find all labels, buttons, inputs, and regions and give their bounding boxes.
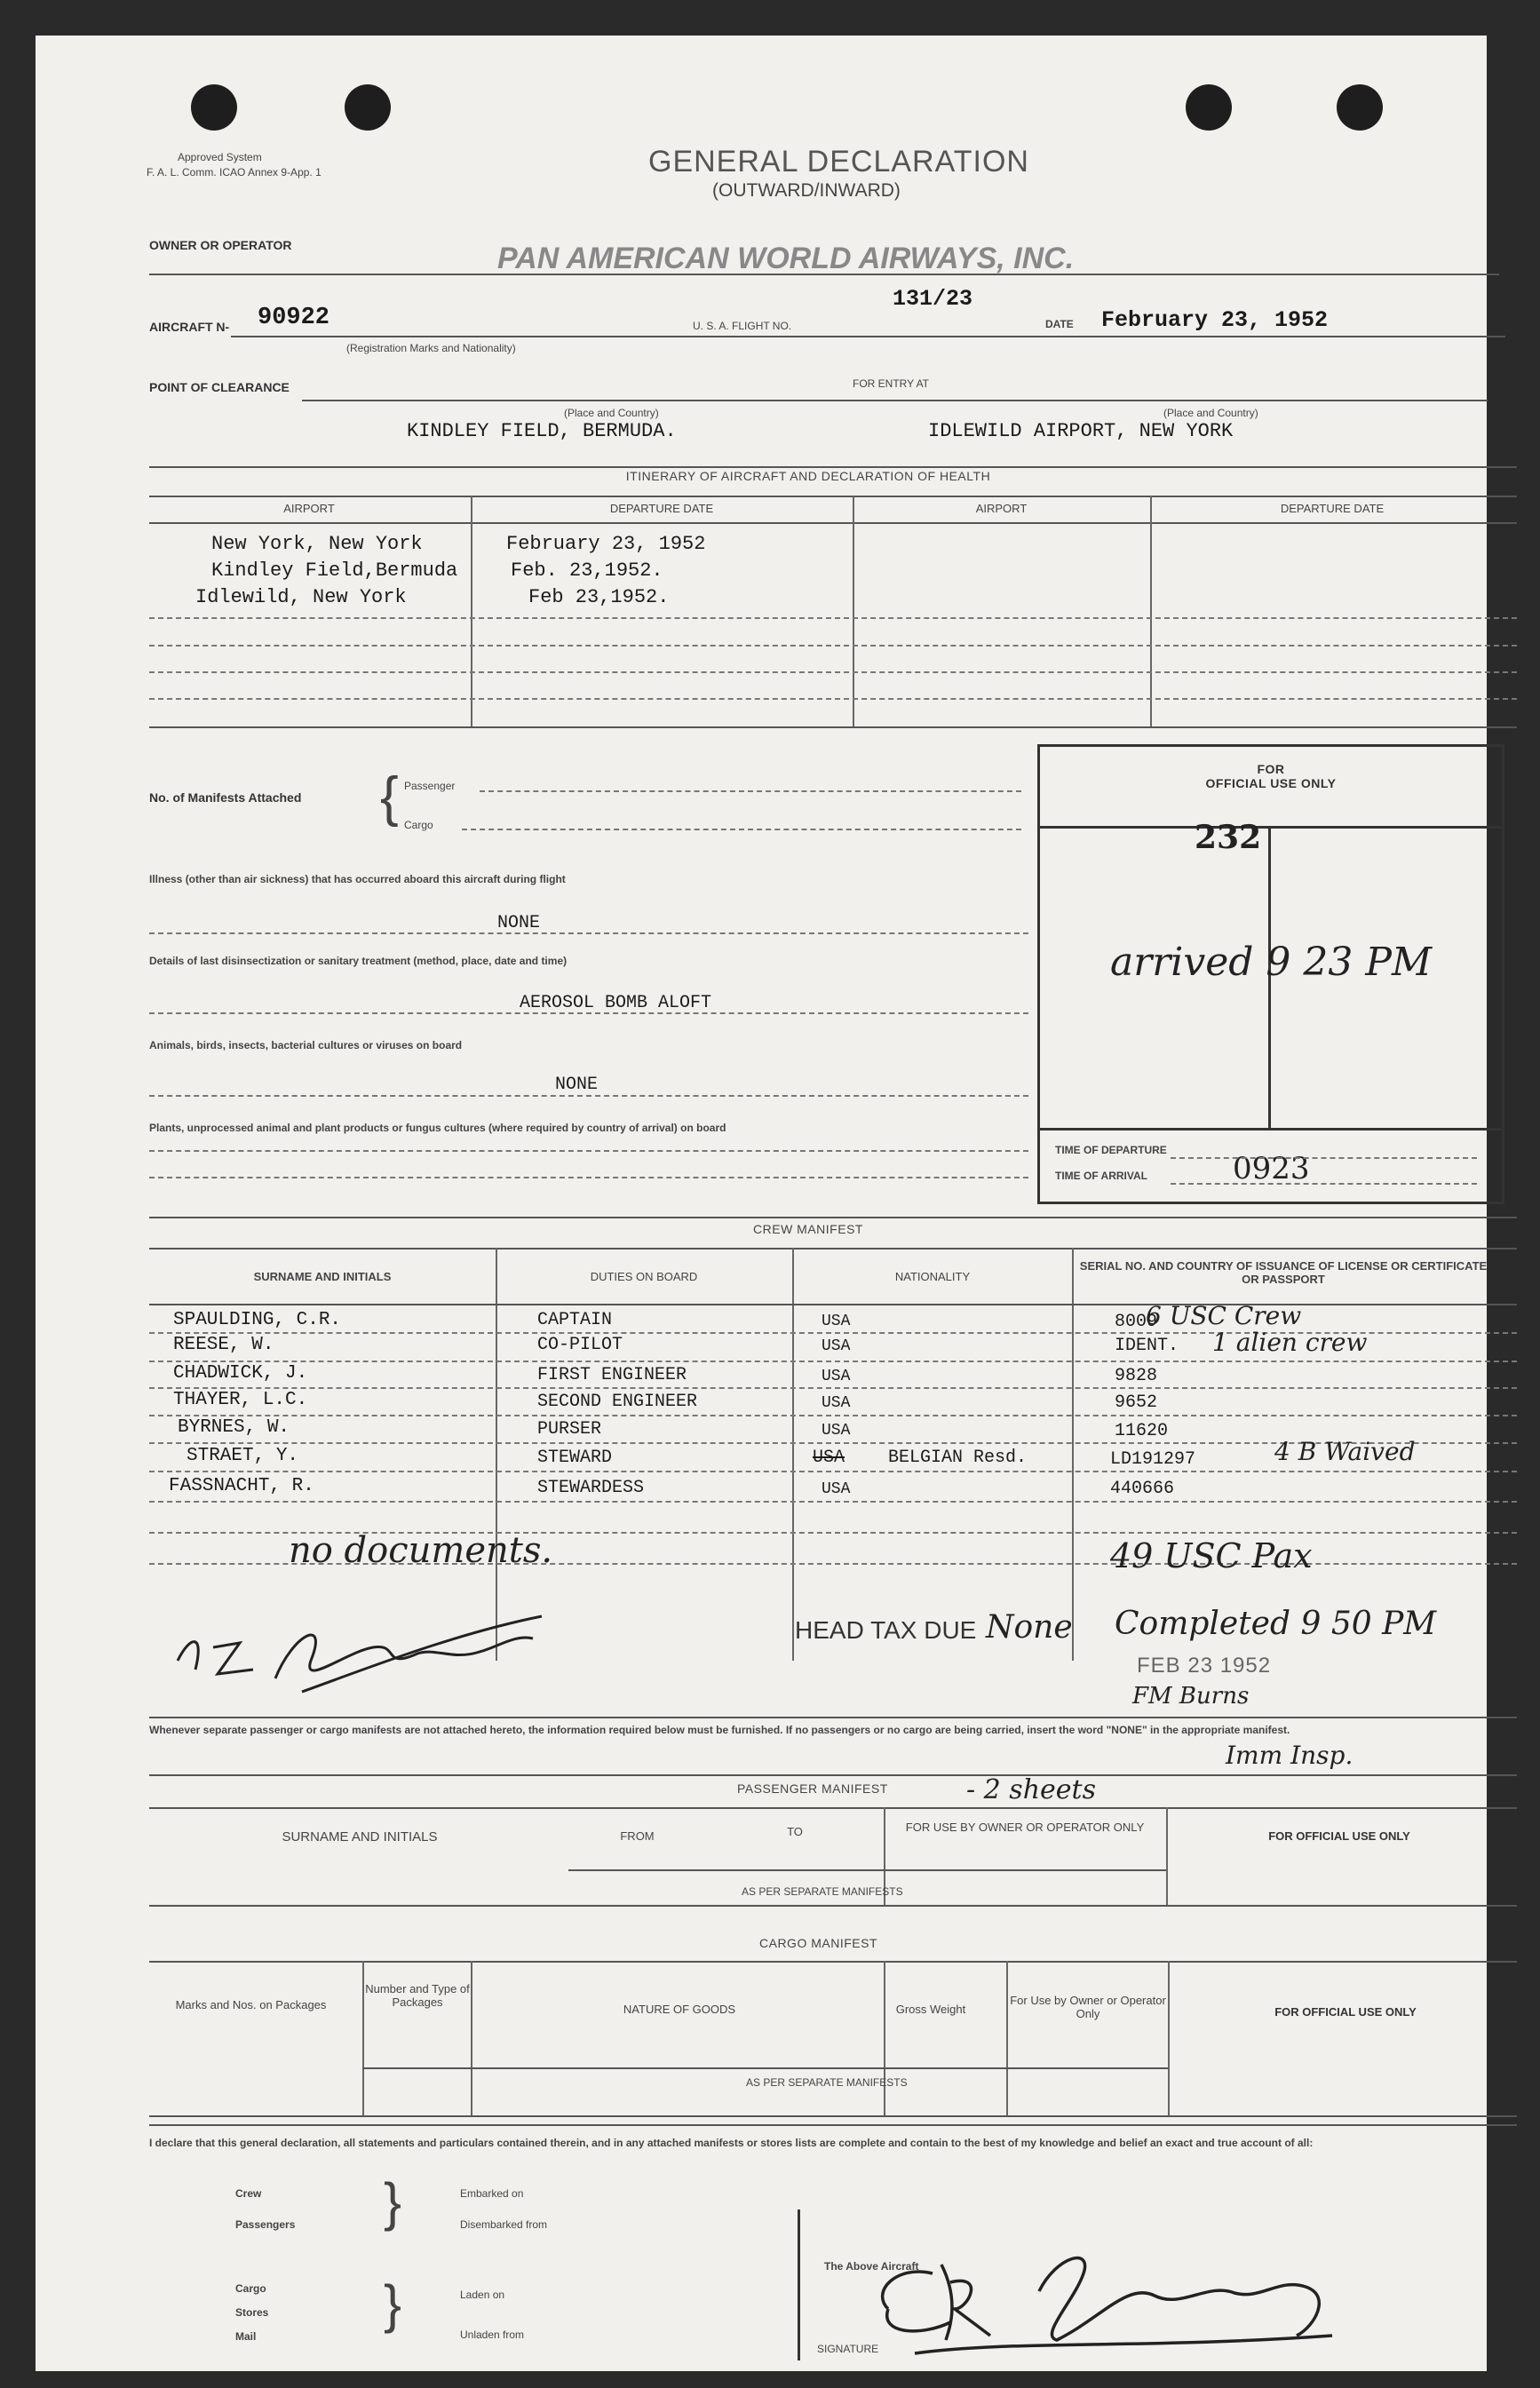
approved-system-line2: F. A. L. Comm. ICAO Annex 9-App. 1 xyxy=(147,166,321,179)
itinerary-row: Idlewild, New York xyxy=(195,586,407,608)
crew-col-duties: DUTIES ON BOARD xyxy=(590,1270,698,1283)
laden-label: Laden on xyxy=(460,2289,505,2301)
brace-icon: } xyxy=(384,2274,402,2334)
cargo-col-owner: For Use by Owner or Operator Only xyxy=(1010,1994,1166,2020)
crew-row-serial: LD191297 xyxy=(1110,1449,1196,1470)
passenger-manifest-header: PASSENGER MANIFEST xyxy=(737,1781,888,1796)
crew-row-duty: FIRST ENGINEER xyxy=(537,1365,687,1385)
crew-col-nationality: NATIONALITY xyxy=(894,1270,971,1283)
itinerary-col-date-2: DEPARTURE DATE xyxy=(1280,502,1385,515)
crew-row-duty: PURSER xyxy=(537,1419,602,1440)
inspector-initials: FM Burns xyxy=(1132,1683,1250,1710)
date-value: February 23, 1952 xyxy=(1101,307,1329,333)
brace-icon: { xyxy=(380,766,399,828)
passenger-col-surname: SURNAME AND INITIALS xyxy=(282,1829,438,1845)
declaration-text: I declare that this general declaration, all statements and particulars contained therein, and in any attached manifests or stores lists are complete and contain to the best of my knowledge and belief an exact and true account of all: xyxy=(149,2137,1314,2149)
captain-signature xyxy=(835,2238,1385,2362)
passenger-col-to: TO xyxy=(787,1825,803,1838)
crew-row-nationality: USA xyxy=(822,1313,851,1330)
passenger-separate-manifests: AS PER SEPARATE MANIFESTS xyxy=(742,1885,903,1898)
animals-label: Animals, birds, insects, bacterial cultures or viruses on board xyxy=(149,1039,463,1051)
for-entry-label: FOR ENTRY AT xyxy=(853,377,930,390)
flight-label: U. S. A. FLIGHT NO. xyxy=(693,320,792,332)
departure-time-label: TIME OF DEPARTURE xyxy=(1055,1144,1167,1156)
crew-row-nationality: USA xyxy=(822,1480,851,1498)
crew-row-name: THAYER, L.C. xyxy=(173,1390,308,1410)
aircraft-label: AIRCRAFT N- xyxy=(149,320,230,334)
completion-annotation: Completed 9 50 PM xyxy=(1115,1606,1437,1642)
document-page xyxy=(36,36,1487,2371)
date-stamp: FEB 23 1952 xyxy=(1137,1654,1272,1678)
disinsectization-label: Details of last disinsectization or sanitary treatment (method, place, date and time) xyxy=(149,955,568,967)
punch-hole xyxy=(1186,84,1232,131)
passenger-label: Passenger xyxy=(404,780,456,792)
manifest-instruction: Whenever separate passenger or cargo manifests are not attached hereto, the information required below must be furnished. If no passengers or no cargo are being carried, insert the word "NONE" in the appropriate manifest. xyxy=(149,1724,1290,1736)
head-tax-value: None xyxy=(986,1609,1073,1646)
passenger-col-official: FOR OFFICIAL USE ONLY xyxy=(1268,1829,1410,1843)
illness-value: NONE xyxy=(497,913,541,933)
crew-row-serial: 11620 xyxy=(1115,1421,1169,1441)
itinerary-row-date: February 23, 1952 xyxy=(506,533,706,555)
unladen-label: Unladen from xyxy=(460,2328,525,2341)
crew-row-serial: 440666 xyxy=(1110,1479,1175,1499)
crew-label: Crew xyxy=(235,2187,262,2200)
airline-name: PAN AMERICAN WORLD AIRWAYS, INC. xyxy=(497,242,1075,275)
crew-annotation-5: 49 USC Pax xyxy=(1110,1536,1313,1575)
crew-row-name: FASSNACHT, R. xyxy=(169,1476,314,1496)
point-of-clearance-label: POINT OF CLEARANCE xyxy=(149,380,290,394)
inspector-note: Imm Insp. xyxy=(1226,1741,1353,1770)
disinsectization-value: AEROSOL BOMB ALOFT xyxy=(520,993,712,1013)
cargo-separate-manifests: AS PER SEPARATE MANIFESTS xyxy=(746,2076,908,2089)
cargo-label: Cargo xyxy=(404,819,433,831)
passenger-col-from: FROM xyxy=(620,1829,655,1843)
crew-row-name: REESE, W. xyxy=(173,1335,274,1355)
crew-row-nationality: USA xyxy=(822,1368,851,1385)
arrival-time-value: 0923 xyxy=(1233,1151,1310,1186)
crew-row-name: SPAULDING, C.R. xyxy=(173,1310,342,1330)
entry-value: IDLEWILD AIRPORT, NEW YORK xyxy=(928,420,1234,442)
registration-caption: (Registration Marks and Nationality) xyxy=(346,342,516,354)
arrival-time-label: TIME OF ARRIVAL xyxy=(1055,1170,1147,1182)
cargo-label-2: Cargo xyxy=(235,2282,266,2295)
crew-manifest-header: CREW MANIFEST xyxy=(753,1222,863,1236)
itinerary-header: ITINERARY OF AIRCRAFT AND DECLARATION OF HEALTH xyxy=(625,469,991,483)
crew-annotation-2: 1 alien crew xyxy=(1212,1328,1368,1357)
head-tax-label: HEAD TAX DUE xyxy=(795,1616,977,1644)
cargo-manifest-header: CARGO MANIFEST xyxy=(759,1936,878,1950)
crew-col-surname: SURNAME AND INITIALS xyxy=(253,1270,392,1283)
crew-annotation-4: no documents. xyxy=(289,1530,553,1571)
flight-number: 131/23 xyxy=(893,286,973,312)
cargo-col-official: FOR OFFICIAL USE ONLY xyxy=(1274,2005,1417,2019)
document-subtitle: (OUTWARD/INWARD) xyxy=(712,180,901,201)
stores-label: Stores xyxy=(235,2306,269,2319)
cargo-col-marks: Marks and Nos. on Packages xyxy=(175,1998,327,2011)
crew-row-nationality: USA xyxy=(813,1448,845,1468)
embarked-label: Embarked on xyxy=(460,2187,524,2200)
clearance-value: KINDLEY FIELD, BERMUDA. xyxy=(407,420,677,442)
crew-row-serial: 9652 xyxy=(1115,1392,1158,1413)
arrival-annotation: arrived 9 23 PM xyxy=(1110,940,1433,985)
date-label: DATE xyxy=(1045,318,1074,330)
crew-row-nationality: USA xyxy=(822,1337,851,1355)
itinerary-row: Kindley Field,Bermuda xyxy=(211,559,458,582)
brace-icon: } xyxy=(384,2172,402,2232)
animals-value: NONE xyxy=(555,1075,599,1095)
cargo-col-nature: NATURE OF GOODS xyxy=(623,2003,736,2016)
document-title: GENERAL DECLARATION xyxy=(648,145,1029,179)
manifests-attached-label: No. of Manifests Attached xyxy=(149,790,302,805)
illness-label: Illness (other than air sickness) that has occurred aboard this aircraft during flight xyxy=(149,873,566,885)
itinerary-row-date: Feb. 23,1952. xyxy=(511,559,663,582)
cargo-col-number: Number and Type of Packages xyxy=(365,1982,470,2009)
cargo-col-weight: Gross Weight xyxy=(895,2003,966,2016)
place-country-caption-2: (Place and Country) xyxy=(1163,407,1258,419)
official-use-title: FOR OFFICIAL USE ONLY xyxy=(1205,762,1337,790)
itinerary-col-airport-2: AIRPORT xyxy=(975,502,1028,515)
officer-signature xyxy=(169,1599,631,1696)
crew-row-serial: 8009 xyxy=(1115,1312,1158,1332)
crew-row-nationality: USA xyxy=(822,1394,851,1412)
crew-row-nationality: USA xyxy=(822,1422,851,1440)
plants-label: Plants, unprocessed animal and plant products or fungus cultures (where required by country of arrival) on board xyxy=(149,1122,726,1134)
crew-row-duty: SECOND ENGINEER xyxy=(537,1392,698,1412)
crew-row-serial: 9828 xyxy=(1115,1366,1158,1386)
crew-annotation-1: 6 USC Crew xyxy=(1146,1301,1302,1330)
crew-row-duty: CO-PILOT xyxy=(537,1335,623,1355)
crew-row-duty: STEWARD xyxy=(537,1448,613,1468)
crew-row-name: STRAET, Y. xyxy=(187,1446,299,1466)
crew-col-serial: SERIAL NO. AND COUNTRY OF ISSUANCE OF LICENSE OR CERTIFICATE OR PASSPORT xyxy=(1079,1259,1488,1286)
crew-row-nationality-2: BELGIAN Resd. xyxy=(888,1448,1028,1468)
approved-system-line1: Approved System xyxy=(178,151,262,163)
crew-row-name: CHADWICK, J. xyxy=(173,1363,308,1384)
crew-row-serial: IDENT. xyxy=(1115,1336,1179,1356)
passengers-label: Passengers xyxy=(235,2218,296,2231)
punch-hole xyxy=(191,84,237,131)
owner-operator-label: OWNER OR OPERATOR xyxy=(149,238,292,252)
punch-hole xyxy=(1337,84,1383,131)
crew-annotation-3: 4 B Waived xyxy=(1274,1437,1416,1466)
crew-row-duty: CAPTAIN xyxy=(537,1310,613,1330)
itinerary-row-date: Feb 23,1952. xyxy=(528,586,670,608)
official-stamp-number: 232 xyxy=(1195,819,1262,856)
punch-hole xyxy=(345,84,391,131)
above-aircraft-label: The Above Aircraft xyxy=(824,2260,919,2273)
signature-label: SIGNATURE xyxy=(817,2343,879,2355)
itinerary-col-airport: AIRPORT xyxy=(283,502,335,515)
crew-row-name: BYRNES, W. xyxy=(178,1417,290,1438)
mail-label: Mail xyxy=(235,2330,257,2343)
aircraft-value: 90922 xyxy=(258,305,330,331)
crew-row-duty: STEWARDESS xyxy=(537,1478,645,1498)
passenger-col-owner: FOR USE BY OWNER OR OPERATOR ONLY xyxy=(905,1821,1145,1834)
itinerary-col-date: DEPARTURE DATE xyxy=(609,502,714,515)
place-country-caption: (Place and Country) xyxy=(564,407,659,419)
sheets-annotation: - 2 sheets xyxy=(966,1774,1096,1805)
disembarked-label: Disembarked from xyxy=(460,2218,548,2231)
itinerary-row: New York, New York xyxy=(211,533,423,555)
